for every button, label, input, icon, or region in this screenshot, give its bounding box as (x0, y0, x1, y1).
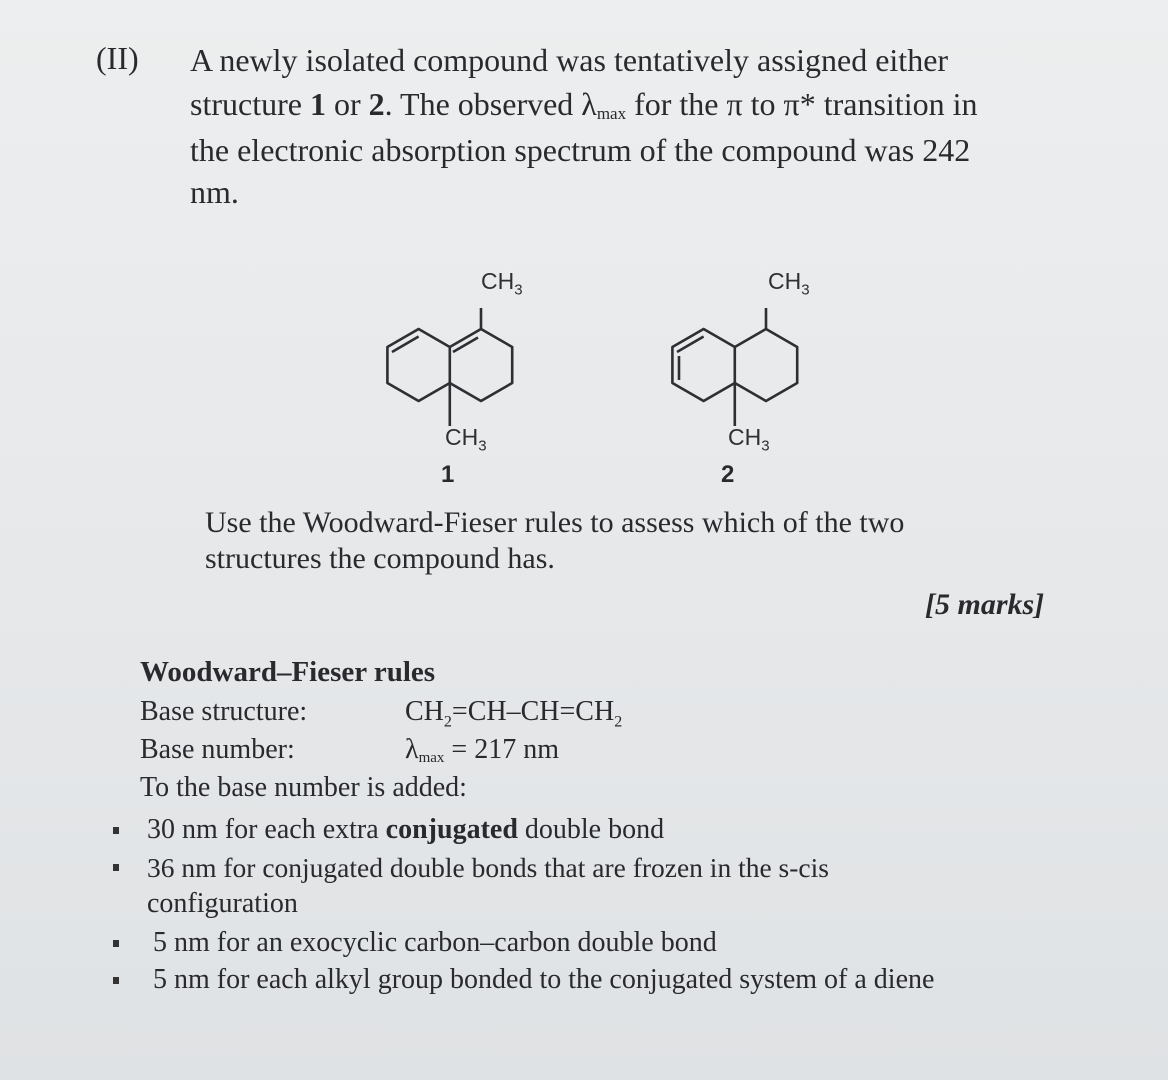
rule-extra-conjugated: 30 nm for each extra conjugated double bond (147, 814, 665, 845)
structure-2-number: 2 (721, 461, 735, 488)
rule-exocyclic: 5 nm for an exocyclic carbon–carbon double bond (153, 927, 717, 958)
marks-label: [5 marks] (925, 588, 1045, 621)
bullet-3 (113, 940, 119, 947)
question-line-4: nm. (190, 174, 239, 210)
base-structure-value: $CH_2=CH-CH=CH_2$ (405, 696, 623, 731)
structure-2-bottom-methyl: $CH_3$ (728, 424, 770, 455)
question-line-1: A newly isolated compound was tentatively assigned either (190, 42, 949, 78)
structure-2-top-methyl: $CH_3$ (768, 268, 810, 299)
question-line-3: the electronic absorption spectrum of the compound was 242 (190, 132, 971, 168)
rules-title: Woodward–Fieser rules (140, 656, 436, 688)
base-structure-label: Base structure: (140, 696, 308, 727)
structure-2-diagram (655, 300, 845, 430)
base-number-label: Base number: (140, 734, 295, 765)
rule-s-cis-cont: configuration (147, 888, 298, 919)
structure-1-number: 1 (441, 461, 455, 488)
bullet-4 (113, 977, 119, 984)
instruction-line-1: Use the Woodward-Fieser rules to assess which of the two (205, 506, 905, 539)
instruction-line-2: structures the compound has. (205, 542, 555, 575)
question-line-2: structure 1 or 2. The observed λmax for the π to π* transition in (190, 86, 978, 123)
bullet-1 (113, 827, 119, 834)
rule-alkyl: 5 nm for each alkyl group bonded to the conjugated system of a diene (153, 964, 935, 995)
structure-1-bottom-methyl: $CH_3$ (445, 424, 487, 455)
rule-s-cis: 36 nm for conjugated double bonds that are frozen in the s-cis (147, 852, 829, 883)
bullet-2 (113, 864, 119, 871)
base-number-value: λmax = 217 nm (405, 734, 559, 766)
added-intro: To the base number is added: (140, 772, 467, 803)
question-label: (II) (96, 40, 139, 76)
structure-1-top-methyl: $CH_3$ (481, 268, 523, 299)
structure-1-diagram (370, 300, 560, 430)
